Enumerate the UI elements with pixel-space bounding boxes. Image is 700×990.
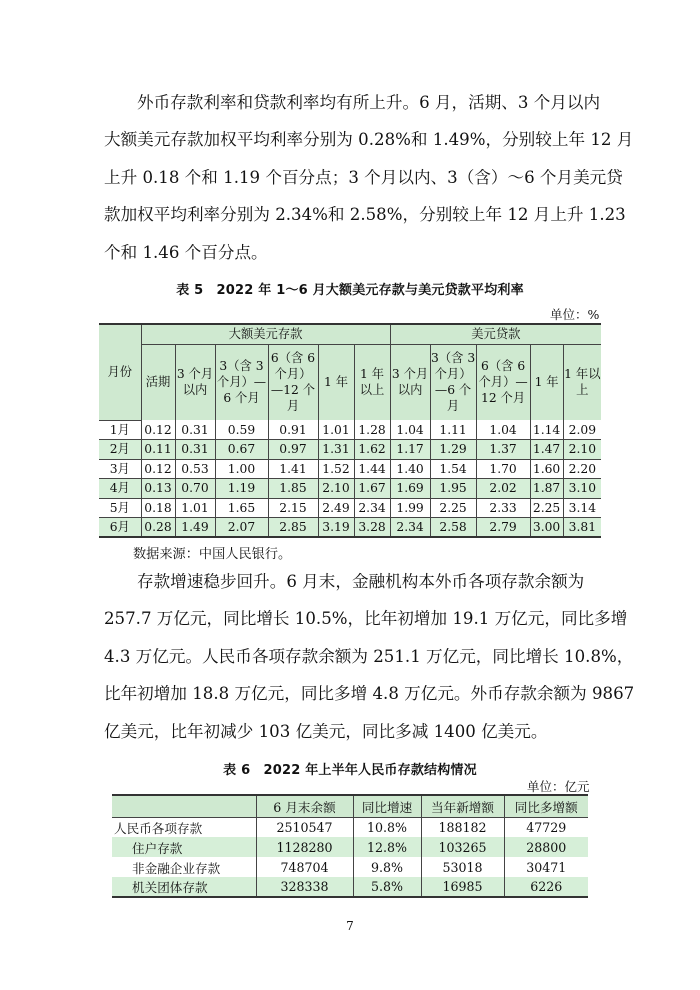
header-col: 1 年以上 — [354, 344, 390, 420]
text-line: 亿美元，比年初减少 103 亿美元，同比多减 1400 亿美元。 — [104, 721, 548, 741]
table5-unit: 单位：% — [550, 307, 600, 322]
table-cell: 3.00 — [530, 518, 563, 538]
header-col: 当年新增额 — [421, 795, 504, 817]
table-cell: 2.10 — [318, 479, 354, 499]
table-cell: 0.13 — [141, 479, 175, 499]
text-line: 257.7 万亿元，同比增长 10.5%，比年初增加 19.1 万亿元，同比多增 — [104, 609, 628, 629]
text-line: 上升 0.18 个和 1.19 个百分点；3 个月以内、3（含）～6 个月美元贷 — [104, 167, 623, 187]
table-cell: 1.60 — [530, 459, 563, 479]
table-cell: 1.04 — [476, 420, 530, 440]
table-row — [99, 420, 601, 440]
table-cell: 3.28 — [354, 518, 390, 538]
table-cell: 1.44 — [354, 459, 390, 479]
month-cell: 6月 — [99, 518, 141, 538]
table-cell: 1.17 — [390, 440, 430, 460]
table6-rmb-deposit-structure — [112, 794, 588, 898]
table-cell: 1.99 — [390, 498, 430, 518]
table-cell: 2.25 — [530, 498, 563, 518]
table-cell: 1.37 — [476, 440, 530, 460]
row-label: 住户存款 — [112, 837, 256, 857]
table-cell: 10.8% — [353, 817, 421, 837]
month-cell: 3月 — [99, 459, 141, 479]
table-cell: 2.58 — [430, 518, 476, 538]
table-cell: 1.11 — [430, 420, 476, 440]
table-cell: 1.00 — [215, 459, 268, 479]
table-cell: 748704 — [256, 857, 353, 877]
text-line: 存款增速稳步回升。6 月末，金融机构本外币各项存款余额为 — [137, 572, 585, 591]
table-cell: 2510547 — [256, 817, 353, 837]
table-cell: 28800 — [504, 837, 588, 857]
table-cell: 1.19 — [215, 479, 268, 499]
table-cell: 1.41 — [268, 459, 318, 479]
month-cell: 2月 — [99, 440, 141, 460]
table-cell: 2.85 — [268, 518, 318, 538]
table-cell: 2.10 — [563, 440, 601, 460]
table-row — [112, 877, 588, 897]
table-cell: 1128280 — [256, 837, 353, 857]
table-cell: 0.31 — [175, 420, 215, 440]
table-cell: 0.59 — [215, 420, 268, 440]
table-cell: 1.85 — [268, 479, 318, 499]
table-cell: 1.28 — [354, 420, 390, 440]
table-cell: 2.20 — [563, 459, 601, 479]
table-cell: 2.07 — [215, 518, 268, 538]
table-cell: 0.97 — [268, 440, 318, 460]
table-cell: 1.14 — [530, 420, 563, 440]
header-col: 1 年 — [530, 344, 563, 420]
table-cell: 12.8% — [353, 837, 421, 857]
table-cell: 1.69 — [390, 479, 430, 499]
table-cell: 30471 — [526, 859, 567, 875]
table-cell: 1.01 — [175, 498, 215, 518]
table-cell: 0.12 — [141, 459, 175, 479]
header-col: 6 月末余额 — [256, 795, 353, 817]
table-cell: 0.18 — [141, 498, 175, 518]
table-row — [112, 837, 588, 857]
table-cell: 1.49 — [175, 518, 215, 538]
table-row — [99, 440, 601, 460]
table-cell: 1.65 — [215, 498, 268, 518]
table5-source-note: 数据来源：中国人民银行。 — [133, 547, 292, 562]
table-cell: 0.12 — [141, 420, 175, 440]
month-cell: 1月 — [99, 420, 141, 440]
table-cell: 1.01 — [318, 420, 354, 440]
page-number: 7 — [346, 919, 354, 933]
header-col: 3（含 3 个月）—6 个月 — [215, 344, 268, 420]
table-cell: 0.11 — [141, 440, 175, 460]
header-col: 6（含 6 个月）—12 个月 — [476, 344, 530, 420]
header-group-deposit: 大额美元存款 — [141, 324, 390, 344]
table-cell: 3.81 — [563, 518, 601, 538]
table-cell: 2.15 — [268, 498, 318, 518]
table-cell: 103265 — [421, 837, 504, 857]
header-month: 月份 — [99, 324, 141, 420]
text-line: 4.3 万亿元。人民币各项存款余额为 251.1 万亿元，同比增长 10.8%， — [104, 646, 634, 666]
table-cell: 47729 — [526, 819, 567, 835]
table-cell: 2.09 — [563, 420, 601, 440]
table-cell: 1.95 — [430, 479, 476, 499]
table-row — [112, 817, 588, 837]
table-cell: 3.19 — [318, 518, 354, 538]
table-row — [99, 498, 601, 518]
table-cell: 2.49 — [318, 498, 354, 518]
table-cell: 1.87 — [530, 479, 563, 499]
text-line: 大额美元存款加权平均利率分别为 0.28%和 1.49%，分别较上年 12 月 — [104, 130, 634, 150]
table-cell: 2.79 — [476, 518, 530, 538]
table-cell: 0.28 — [141, 518, 175, 538]
header-col: 同比增速 — [353, 795, 421, 817]
header-group-loan: 美元贷款 — [390, 324, 601, 344]
table-cell: 2.34 — [354, 498, 390, 518]
table-row — [99, 518, 601, 538]
text-line: 个和 1.46 个百分点。 — [104, 242, 268, 262]
row-label: 机关团体存款 — [112, 877, 256, 897]
header-col: 3 个月以内 — [175, 344, 215, 420]
header-col: 1 年 — [318, 344, 354, 420]
table-cell: 1.04 — [390, 420, 430, 440]
header-col: 活期 — [141, 344, 175, 420]
table-cell: 0.67 — [215, 440, 268, 460]
table6-unit: 单位：亿元 — [527, 779, 590, 794]
header-col: 6（含 6 个月）—12 个月 — [268, 344, 318, 420]
text-line: 比年初增加 18.8 万亿元，同比多增 4.8 万亿元。外币存款余额为 9867 — [104, 684, 635, 704]
month-cell: 4月 — [99, 479, 141, 499]
table-cell: 328338 — [256, 877, 353, 897]
table-cell: 2.02 — [476, 479, 530, 499]
table-cell: 188182 — [421, 817, 504, 837]
header-col: 1 年以上 — [563, 344, 601, 420]
table-cell: 0.70 — [175, 479, 215, 499]
table-cell: 2.33 — [476, 498, 530, 518]
month-cell: 5月 — [99, 498, 141, 518]
table-cell: 1.40 — [390, 459, 430, 479]
table-cell: 5.8% — [353, 877, 421, 897]
table6-caption: 表 6 2022 年上半年人民币存款结构情况 — [223, 763, 477, 778]
table-header-row — [112, 795, 588, 817]
table-cell: 3.10 — [563, 479, 601, 499]
table5-usd-rates — [99, 323, 601, 538]
header-col: 同比多增额 — [504, 795, 588, 817]
paragraph-foreign-currency-rates — [104, 84, 634, 271]
table-row — [112, 857, 588, 877]
table-cell: 1.31 — [318, 440, 354, 460]
table-cell: 1.47 — [530, 440, 563, 460]
table-cell: 16985 — [421, 877, 504, 897]
text-line: 外币存款利率和贷款利率均有所上升。6 月，活期、3 个月以内 — [137, 93, 601, 112]
table-cell: 3.14 — [563, 498, 601, 518]
header-blank — [112, 795, 256, 817]
table-row — [99, 479, 601, 499]
table-cell: 0.91 — [268, 420, 318, 440]
table-cell: 0.31 — [175, 440, 215, 460]
table-cell: 2.25 — [430, 498, 476, 518]
table-cell: 1.54 — [430, 459, 476, 479]
table-cell: 0.53 — [175, 459, 215, 479]
table-cell: 53018 — [421, 857, 504, 877]
table-cell: 1.52 — [318, 459, 354, 479]
table-cell: 9.8% — [353, 857, 421, 877]
table-cell: 1.67 — [354, 479, 390, 499]
header-col: 3 个月以内 — [390, 344, 430, 420]
table-row — [99, 459, 601, 479]
table5-caption: 表 5 2022 年 1～6 月大额美元存款与美元贷款平均利率 — [176, 283, 524, 298]
table-cell: 1.29 — [430, 440, 476, 460]
paragraph-deposit-growth — [104, 563, 635, 750]
table-cell: 1.62 — [354, 440, 390, 460]
row-label: 非金融企业存款 — [112, 857, 256, 877]
header-col: 3（含 3 个月）—6 个月 — [430, 344, 476, 420]
row-label: 人民币各项存款 — [112, 817, 256, 837]
table-cell: 2.34 — [390, 518, 430, 538]
table-cell: 1.70 — [476, 459, 530, 479]
table-cell: 6226 — [504, 877, 588, 897]
text-line: 款加权平均利率分别为 2.34%和 2.58%，分别较上年 12 月上升 1.23 — [104, 205, 626, 225]
